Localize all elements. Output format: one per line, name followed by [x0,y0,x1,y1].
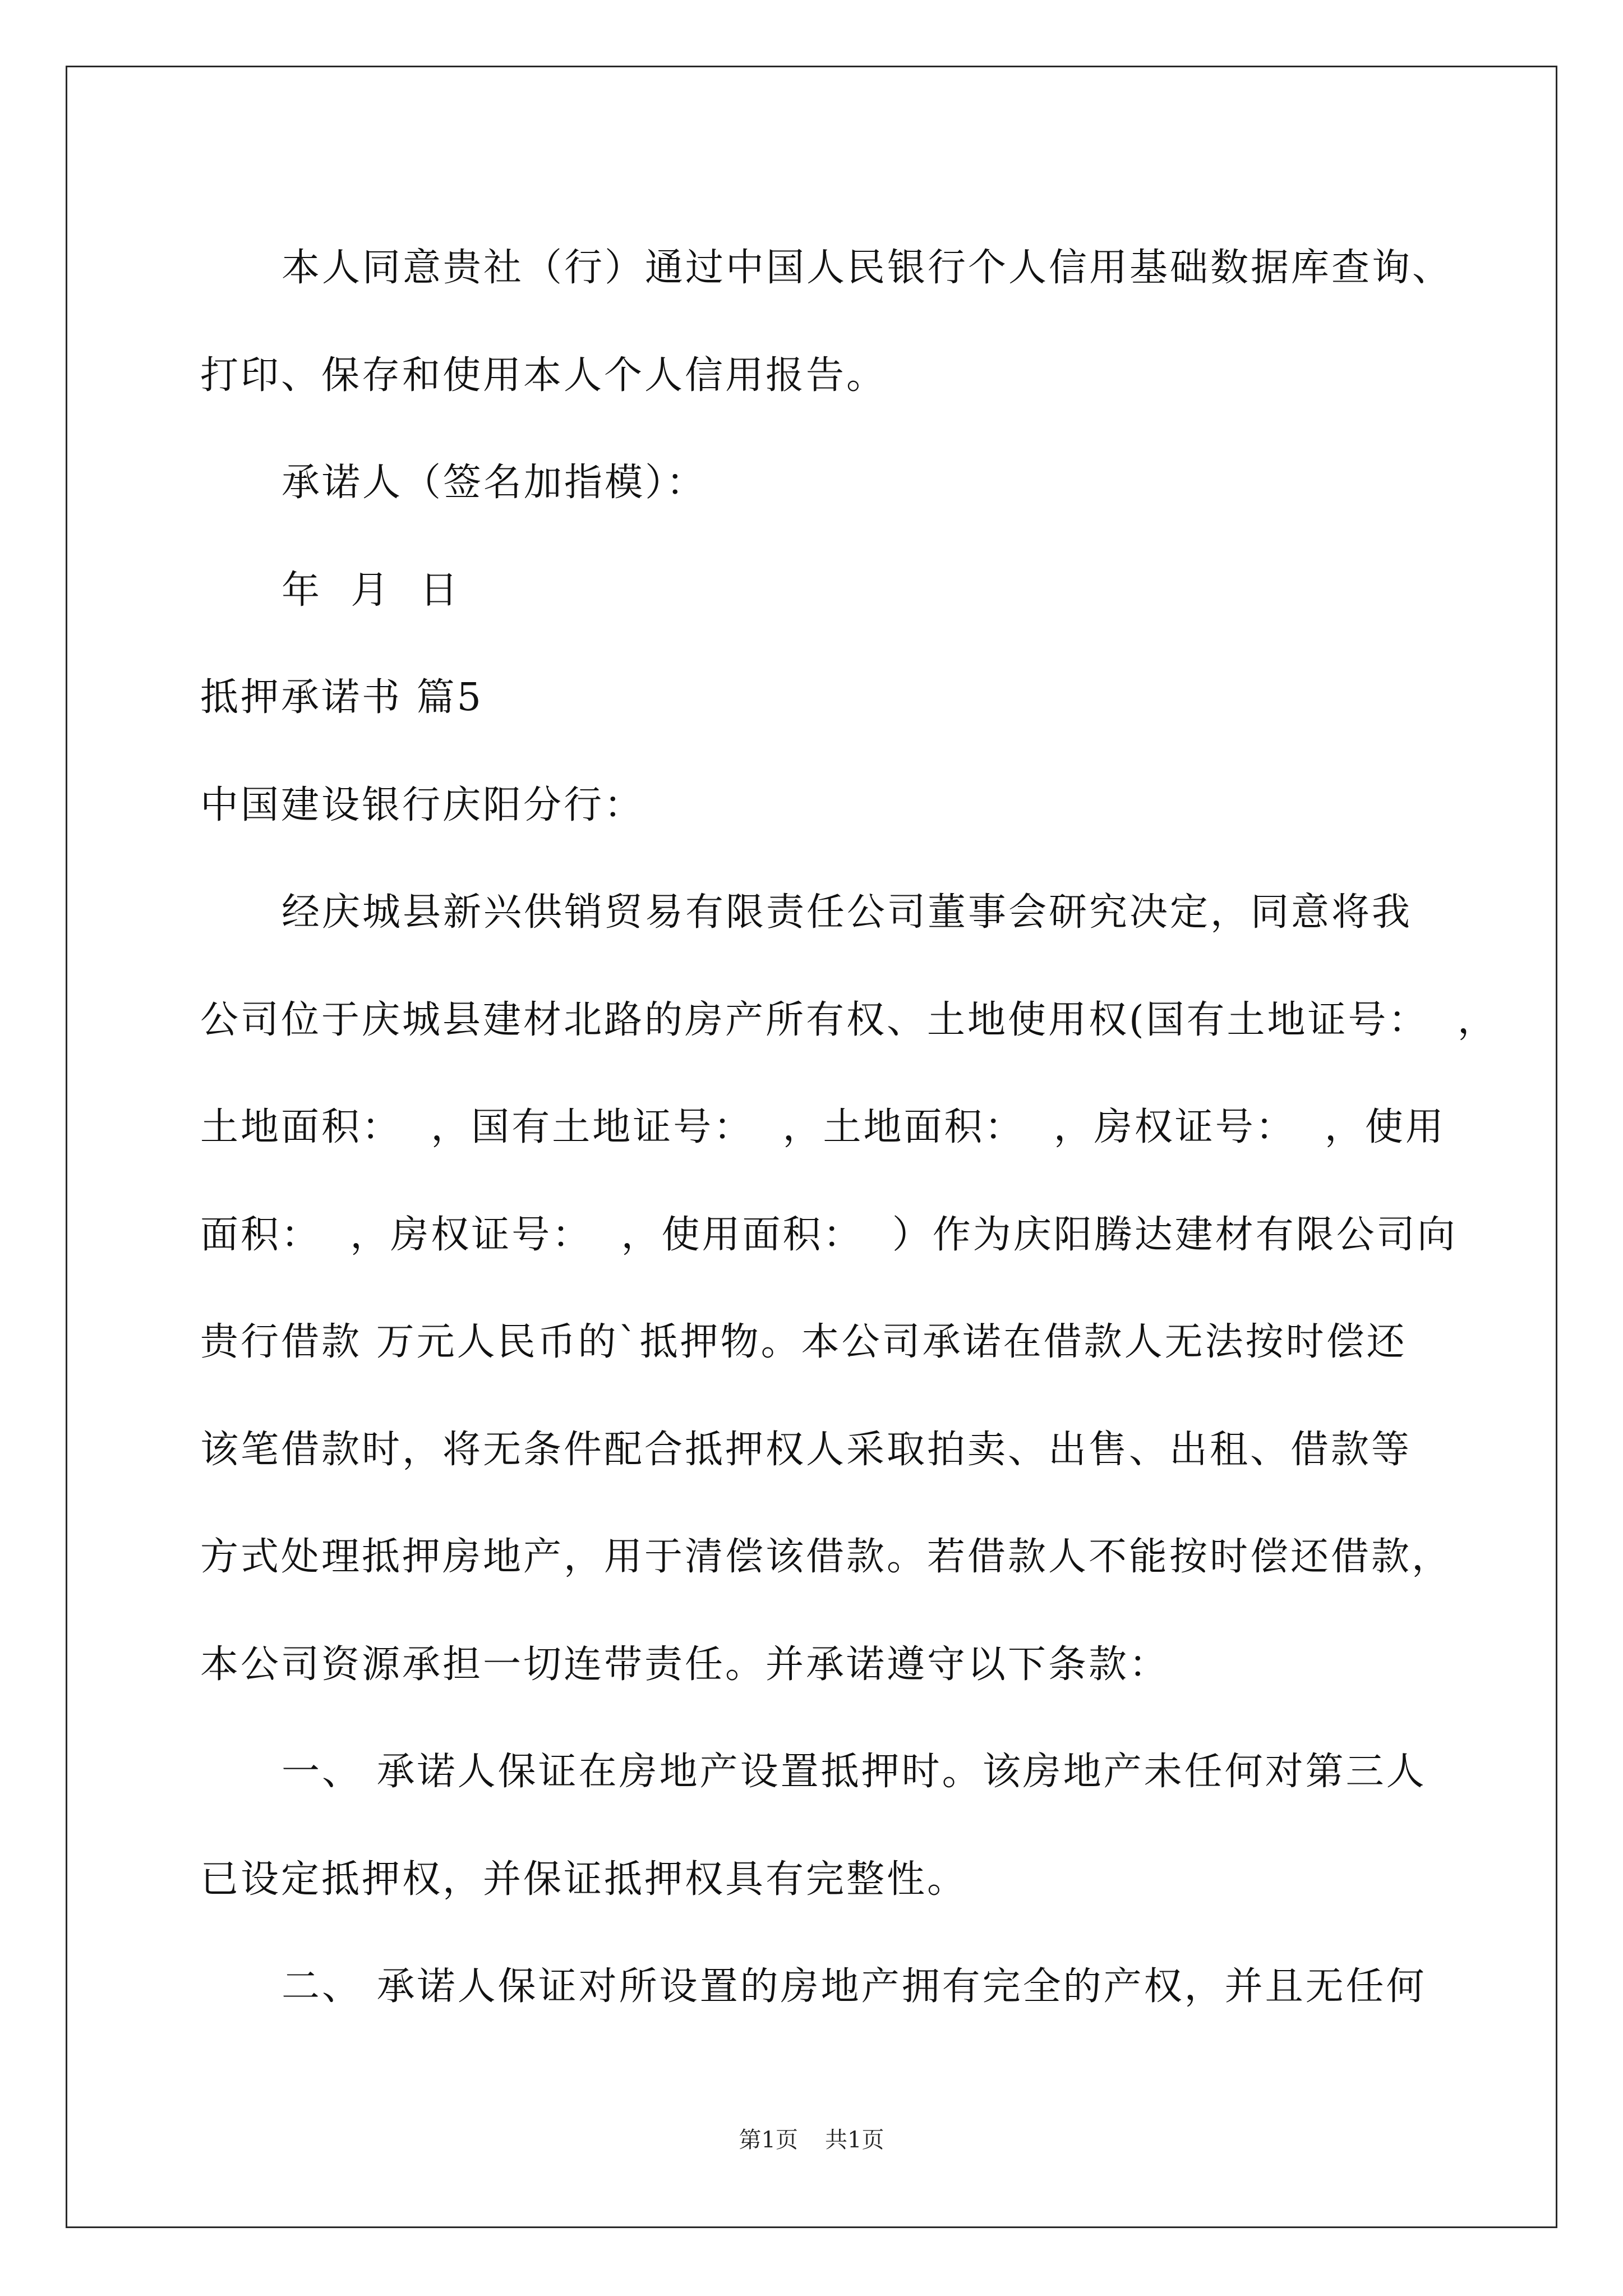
text-line: 公司位于庆城县建材北路的房产所有权、土地使用权(国有土地证号： ， [200,997,1498,1042]
document-body [200,214,1498,2041]
signature-line: 承诺人（签名加指模）： [282,461,707,505]
text-line: 面积： ，房权证号： ，使用面积： ）作为庆阳腾达建材有限公司向 [200,1212,1458,1257]
text-line: 方式处理抵押房地产，用于清偿该借款。若借款人不能按时偿还借款， [200,1535,1453,1579]
text-line: 打印、保存和使用本人个人信用报告。 [200,353,887,398]
text-line: 本公司资源承担一切连带责任。并承诺遵守以下条款： [200,1642,1170,1687]
text-line: 已设定抵押权，并保证抵押权具有完整性。 [200,1857,968,1902]
text-line: 本人同意贵社（行）通过中国人民银行个人信用基础数据库查询、 [282,246,1453,290]
addressee-line: 中国建设银行庆阳分行： [200,783,645,827]
page-total: 共1页 [825,2127,884,2153]
page-footer [0,2126,1623,2154]
text-line: 经庆城县新兴供销贸易有限责任公司董事会研究决定，同意将我 [282,890,1413,935]
section-heading: 抵押承诺书 篇5 [200,675,483,720]
date-line: 年 月 日 [282,568,460,613]
clause-line: 二、 承诺人保证对所设置的房地产拥有完全的产权，并且无任何 [282,1964,1427,2009]
text-line: 土地面积： ，国有土地证号： ，土地面积： ，房权证号： ，使用 [200,1105,1446,1149]
page-number: 第1页 [739,2127,798,2153]
text-line: 该笔借款时，将无条件配合抵押权人采取拍卖、出售、出租、借款等 [200,1427,1412,1472]
text-line: 贵行借款 万元人民币的`抵押物。本公司承诺在借款人无法按时偿还 [200,1320,1407,1364]
clause-line: 一、 承诺人保证在房地产设置抵押时。该房地产未任何对第三人 [282,1750,1427,1794]
